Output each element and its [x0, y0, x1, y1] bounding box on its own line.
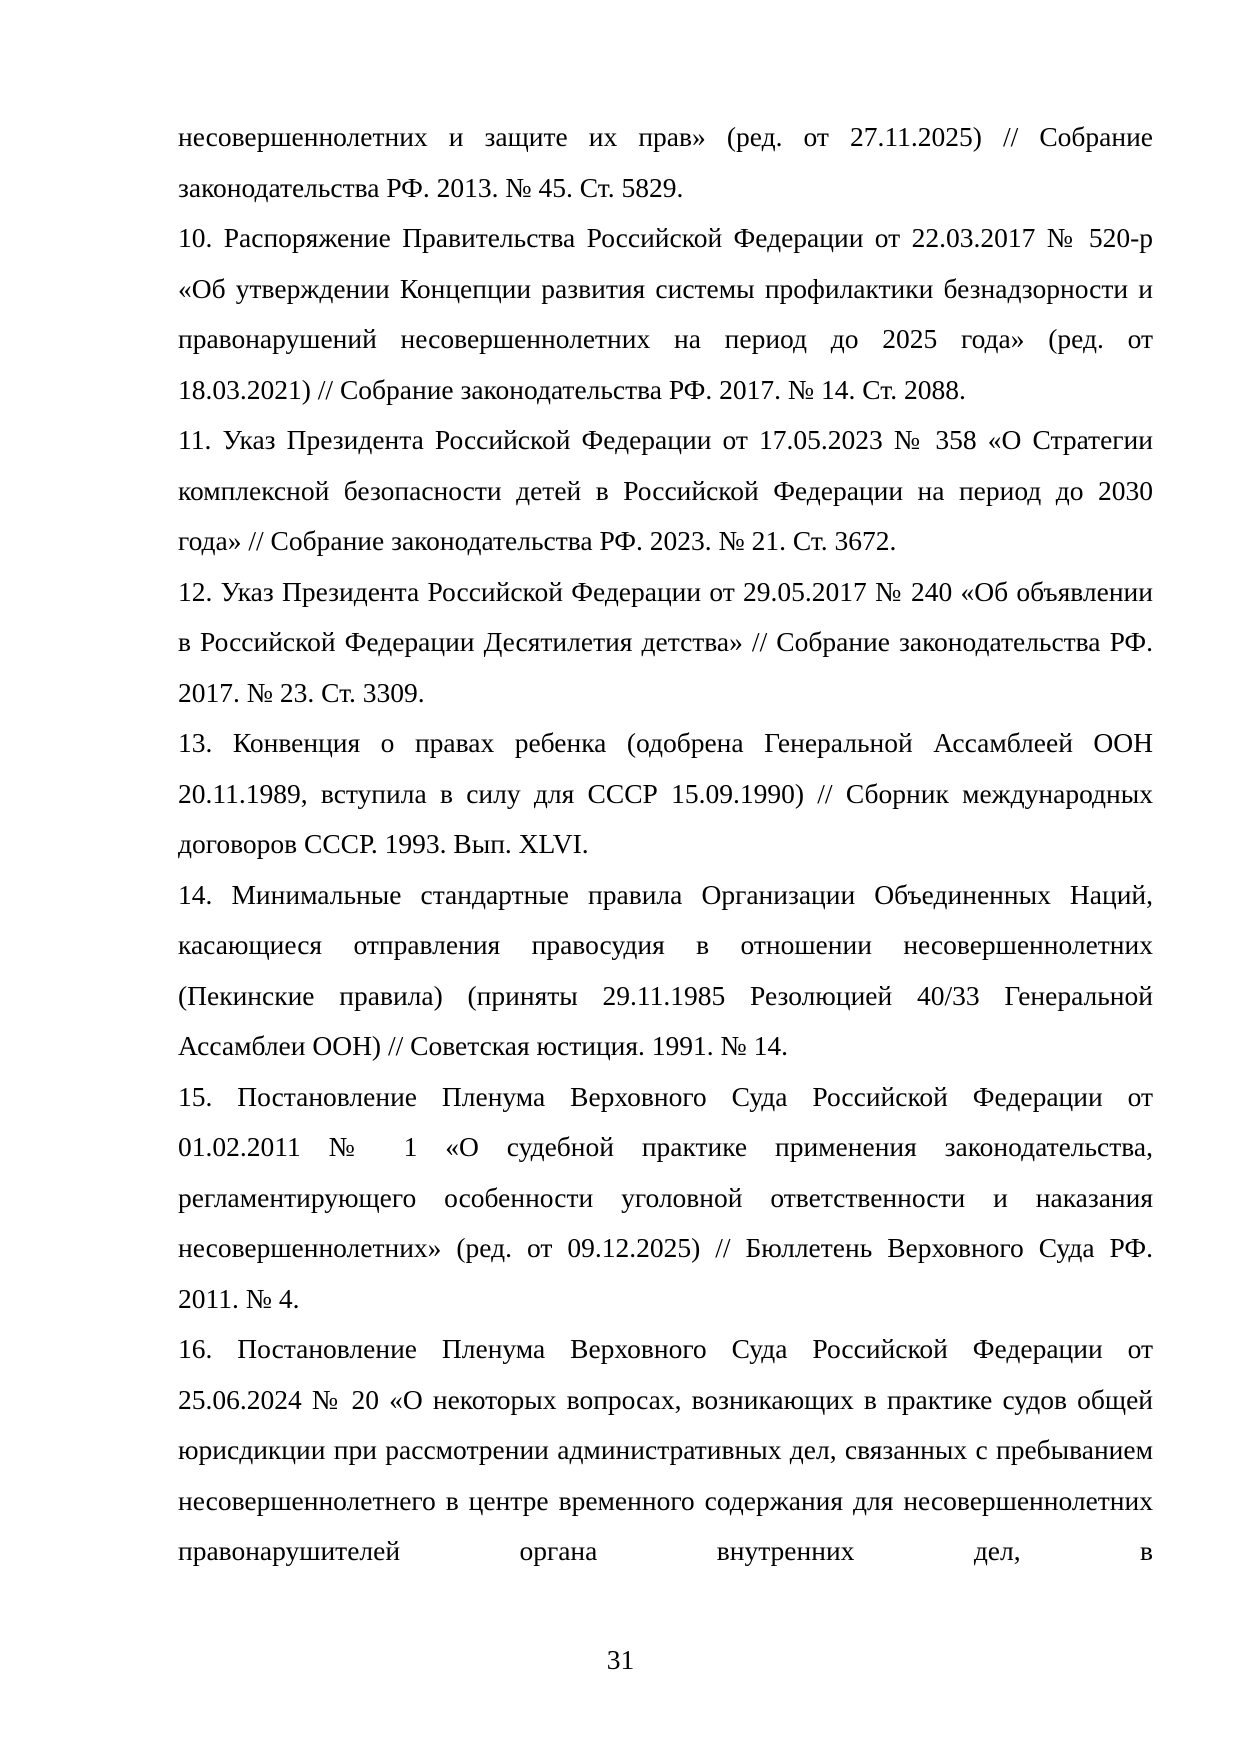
reference-item-13: 13. Конвенция о правах ребенка (одобрена Генеральной Ассамблеей ООН 20.11.1989, вступила в силу для СССР 15.09.1990) // Сборник международных договоров СССР. 1993. Вып. XLVI.: [178, 727, 1153, 859]
reference-list: [178, 112, 1153, 1577]
reference-item-15: 15. Постановление Пленума Верховного Суда Российской Федерации от 01.02.2011 № 1 «О судебной практике применения законодательства, регламентирующего особенности уголовной ответственности и наказания несовершеннолетних» (ред. от 09.12.2025) // Бюллетень Верховного Суда РФ. 2011. № 4.: [178, 1080, 1153, 1314]
reference-item-12: 12. Указ Президента Российской Федерации от 29.05.2017 № 240 «Об объявлении в Российской Федерации Десятилетия детства» // Собрание законодательства РФ. 2017. № 23. Ст. 3309.: [178, 575, 1153, 708]
reference-item-16: 16. Постановление Пленума Верховного Суда Российской Федерации от 25.06.2024 № 20 «О некоторых вопросах, возникающих в практике судов общей юрисдикции при рассмотрении административных дел, связанных с пребыванием несовершеннолетнего в центре временного содержания для несовершеннолетних правонарушителей органа внутренних дел, в: [178, 1333, 1153, 1566]
page-number: 31: [606, 1644, 635, 1675]
reference-item-continued: несовершеннолетних и защите их прав» (ред. от 27.11.2025) // Собрание законодательства РФ. 2013. № 45. Ст. 5829.: [178, 121, 1153, 203]
reference-item-11: 11. Указ Президента Российской Федерации от 17.05.2023 № 358 «О Стратегии комплексной безопасности детей в Российской Федерации на период до 2030 года» // Собрание законодательства РФ. 2023. № 21. Ст. 3672.: [178, 424, 1153, 556]
reference-item-14: 14. Минимальные стандартные правила Организации Объединенных Наций, касающиеся отправления правосудия в отношении несовершеннолетних (Пекинские правила) (приняты 29.11.1985 Резолюцией 40/33 Генеральной Ассамблеи ООН) // Советская юстиция. 1991. № 14.: [178, 878, 1153, 1061]
reference-item-10: 10. Распоряжение Правительства Российской Федерации от 22.03.2017 № 520-р «Об утверждении Концепции развития системы профилактики безнадзорности и правонарушений несовершеннолетних на период до 2025 года» (ред. от 18.03.2021) // Собрание законодательства РФ. 2017. № 14. Ст. 2088.: [178, 222, 1153, 405]
